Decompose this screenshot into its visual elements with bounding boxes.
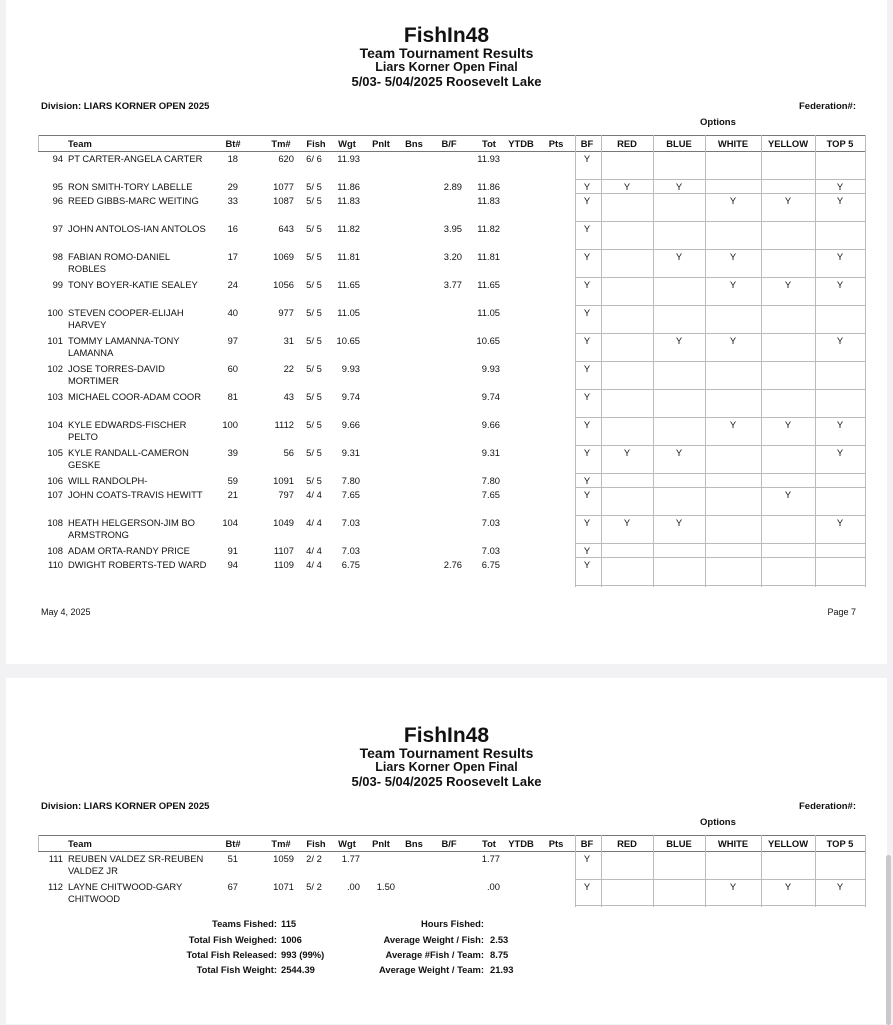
- cell-place: 99: [52, 279, 63, 290]
- cell-tot: 9.74: [481, 391, 500, 402]
- cell-wgt: 7.80: [341, 475, 360, 486]
- cell-tot: 11.05: [477, 307, 500, 318]
- row-divider: [575, 389, 865, 390]
- cell-place: 103: [47, 391, 63, 402]
- cell-tm: 1107: [273, 545, 294, 556]
- cell-place: 111: [48, 853, 63, 864]
- cell-yellow: Y: [784, 881, 792, 892]
- table-header-line: [38, 851, 865, 852]
- row-divider: [575, 515, 865, 516]
- cell-bt: 104: [222, 517, 238, 528]
- report-title: Team Tournament Results: [359, 745, 534, 761]
- cell-red: Y: [623, 447, 631, 458]
- cell-tot: 11.83: [477, 195, 500, 206]
- cell-pnlt: 1.50: [376, 881, 395, 892]
- cell-tm: 1059: [273, 853, 294, 864]
- cell-team: TONY BOYER-KATIE SEALEY: [68, 279, 198, 290]
- cell-bfc: Y: [583, 517, 591, 528]
- cell-tm: 1056: [273, 279, 294, 290]
- column-divider: [575, 835, 576, 907]
- column-header-tot: Tot: [482, 138, 496, 149]
- summary-label: Average Weight / Fish:: [383, 934, 484, 945]
- summary-label: Teams Fished:: [212, 918, 277, 929]
- cell-tm: 22: [283, 363, 294, 374]
- cell-tm: 1049: [273, 517, 294, 528]
- column-header-wgt: Wgt: [338, 138, 356, 149]
- cell-yellow: Y: [784, 419, 792, 430]
- brand-title: FishIn48: [403, 724, 490, 747]
- cell-wgt: 11.93: [337, 153, 360, 164]
- column-header-tm: Tm#: [271, 838, 291, 849]
- cell-red: Y: [623, 181, 631, 192]
- scrollbar-thumb[interactable]: [886, 855, 891, 1025]
- report-page-7: [6, 0, 887, 664]
- cell-place: 105: [47, 447, 63, 458]
- cell-bfc: Y: [583, 475, 591, 486]
- cell-place: 108: [47, 517, 63, 528]
- column-divider: [705, 835, 706, 907]
- cell-tm: 1109: [273, 559, 294, 570]
- cell-fish: 4/ 4: [306, 489, 322, 500]
- row-divider: [575, 221, 865, 222]
- cell-tot: 7.03: [481, 545, 500, 556]
- cell-wgt: 11.65: [337, 279, 360, 290]
- summary-value: 115: [281, 918, 297, 929]
- cell-fish: 5/ 5: [306, 335, 322, 346]
- cell-tot: 11.82: [477, 223, 500, 234]
- cell-bt: 51: [227, 853, 238, 864]
- division-label: Division: LIARS KORNER OPEN 2025: [41, 801, 210, 812]
- report-title: Team Tournament Results: [359, 45, 534, 61]
- cell-bt: 97: [227, 335, 238, 346]
- cell-fish: 5/ 5: [306, 307, 322, 318]
- cell-wgt: 11.82: [337, 223, 360, 234]
- cell-tm: 1077: [273, 181, 294, 192]
- cell-team: DWIGHT ROBERTS-TED WARD: [68, 559, 207, 570]
- summary-value: 993 (99%): [281, 949, 325, 960]
- column-header-white: WHITE: [717, 838, 749, 849]
- column-header-bns: Bns: [405, 138, 423, 149]
- column-divider: [815, 135, 816, 587]
- cell-bt: 91: [227, 545, 238, 556]
- cell-yellow: Y: [784, 195, 792, 206]
- cell-tm: 797: [278, 489, 294, 500]
- summary-label: Hours Fished:: [420, 918, 484, 929]
- column-header-bf: B/F: [441, 138, 457, 149]
- cell-team: FABIAN ROMO-DANIEL ROBLES: [68, 251, 170, 274]
- column-header-bfc: BF: [580, 838, 594, 849]
- summary-label: Total Fish Weighed:: [188, 934, 277, 945]
- cell-bfc: Y: [583, 419, 591, 430]
- cell-bfc: Y: [583, 181, 591, 192]
- cell-tot: 9.93: [481, 363, 500, 374]
- cell-bfc: Y: [583, 153, 591, 164]
- options-label: Options: [700, 117, 736, 128]
- summary-block: [6, 918, 887, 978]
- column-divider: [653, 135, 654, 587]
- column-divider: [761, 835, 762, 907]
- row-divider: [575, 305, 865, 306]
- cell-yellow: Y: [784, 279, 792, 290]
- cell-bt: 100: [222, 419, 238, 430]
- cell-wgt: 9.66: [341, 419, 360, 430]
- cell-top5: Y: [836, 517, 844, 528]
- cell-bf: 2.89: [443, 181, 462, 192]
- cell-blue: Y: [675, 335, 683, 346]
- cell-place: 110: [48, 559, 63, 570]
- cell-wgt: 7.03: [341, 545, 360, 556]
- column-divider: [865, 135, 866, 587]
- table-left-line: [38, 835, 39, 851]
- cell-bt: 39: [227, 447, 238, 458]
- column-header-red: RED: [617, 138, 637, 149]
- cell-white: Y: [729, 279, 737, 290]
- cell-fish: 5/ 2: [306, 881, 322, 892]
- cell-team: JOHN COATS-TRAVIS HEWITT: [68, 489, 203, 500]
- cell-tot: 11.65: [477, 279, 500, 290]
- cell-bfc: Y: [583, 335, 591, 346]
- summary-label: Total Fish Weight:: [196, 964, 277, 975]
- cell-team: REED GIBBS-MARC WEITING: [68, 195, 199, 206]
- cell-fish: 2/ 2: [306, 853, 322, 864]
- cell-bfc: Y: [583, 279, 591, 290]
- options-label: Options: [700, 817, 736, 828]
- cell-tm: 31: [283, 335, 294, 346]
- cell-bf: 2.76: [443, 559, 462, 570]
- cell-fish: 5/ 5: [306, 475, 322, 486]
- event-name: Liars Korner Open Final: [375, 760, 518, 774]
- cell-yellow: Y: [784, 489, 792, 500]
- cell-bt: 33: [227, 195, 238, 206]
- cell-fish: 6/ 6: [306, 153, 322, 164]
- column-header-ytdb: YTDB: [508, 838, 534, 849]
- cell-bt: 16: [227, 223, 238, 234]
- cell-tm: 1112: [274, 419, 294, 430]
- cell-wgt: 11.83: [337, 195, 360, 206]
- cell-bt: 59: [227, 475, 238, 486]
- row-divider: [575, 249, 865, 250]
- cell-tm: 1069: [273, 251, 294, 262]
- cell-wgt: 7.03: [341, 517, 360, 528]
- cell-wgt: 9.74: [341, 391, 360, 402]
- cell-red: Y: [623, 517, 631, 528]
- row-divider: [575, 487, 865, 488]
- cell-white: Y: [729, 195, 737, 206]
- row-divider: [575, 361, 865, 362]
- cell-tot: 1.77: [481, 853, 500, 864]
- row-divider: [575, 543, 865, 544]
- column-header-team: Team: [68, 138, 92, 149]
- cell-bfc: Y: [583, 391, 591, 402]
- cell-tot: 10.65: [476, 335, 500, 346]
- cell-top5: Y: [836, 181, 844, 192]
- cell-team: WILL RANDOLPH-: [68, 475, 148, 486]
- row-divider: [575, 417, 865, 418]
- cell-team: LAYNE CHITWOOD-GARY CHITWOOD: [68, 881, 183, 904]
- cell-tot: 6.75: [481, 559, 500, 570]
- cell-team: MICHAEL COOR-ADAM COOR: [68, 391, 201, 402]
- column-header-top5: TOP 5: [826, 138, 854, 149]
- cell-blue: Y: [675, 447, 683, 458]
- cell-wgt: .00: [346, 881, 360, 892]
- cell-tot: 11.93: [477, 153, 500, 164]
- cell-fish: 5/ 5: [306, 181, 322, 192]
- cell-team: TOMMY LAMANNA-TONY LAMANNA: [68, 335, 180, 358]
- column-header-team: Team: [68, 838, 92, 849]
- table-left-line: [38, 135, 39, 151]
- cell-fish: 5/ 5: [306, 419, 322, 430]
- cell-tm: 1087: [273, 195, 294, 206]
- cell-bt: 40: [227, 307, 238, 318]
- cell-bt: 18: [227, 153, 238, 164]
- results-table: [38, 135, 865, 585]
- cell-place: 94: [52, 153, 63, 164]
- column-header-white: WHITE: [717, 138, 749, 149]
- cell-team: REUBEN VALDEZ SR-REUBEN VALDEZ JR: [68, 853, 204, 876]
- column-header-pts: Pts: [548, 138, 564, 149]
- cell-bfc: Y: [583, 251, 591, 262]
- cell-fish: 5/ 5: [306, 391, 322, 402]
- brand-title: FishIn48: [403, 24, 490, 47]
- cell-top5: Y: [836, 279, 844, 290]
- cell-top5: Y: [836, 419, 844, 430]
- cell-wgt: 6.75: [341, 559, 360, 570]
- column-header-wgt: Wgt: [338, 838, 356, 849]
- cell-fish: 5/ 5: [306, 251, 322, 262]
- cell-top5: Y: [836, 447, 844, 458]
- column-divider: [865, 835, 866, 907]
- table-top-line: [38, 835, 865, 836]
- row-divider: [575, 585, 865, 586]
- row-divider: [575, 179, 865, 180]
- cell-team: KYLE RANDALL-CAMERON GESKE: [68, 447, 189, 470]
- cell-bfc: Y: [583, 559, 591, 570]
- column-header-blue: BLUE: [666, 138, 692, 149]
- column-header-pts: Pts: [548, 838, 564, 849]
- cell-bt: 67: [227, 881, 238, 892]
- cell-team: JOHN ANTOLOS-IAN ANTOLOS: [68, 223, 206, 234]
- cell-wgt: 10.65: [336, 335, 360, 346]
- column-header-fish: Fish: [306, 838, 326, 849]
- cell-fish: 4/ 4: [306, 545, 322, 556]
- row-divider: [575, 445, 865, 446]
- cell-bfc: Y: [583, 545, 591, 556]
- cell-tm: 1091: [273, 475, 294, 486]
- cell-tm: 56: [283, 447, 294, 458]
- cell-tot: 7.80: [481, 475, 500, 486]
- cell-white: Y: [729, 251, 737, 262]
- cell-white: Y: [729, 881, 737, 892]
- cell-wgt: 9.31: [341, 447, 360, 458]
- cell-wgt: 9.93: [341, 363, 360, 374]
- cell-team: ADAM ORTA-RANDY PRICE: [68, 545, 190, 556]
- column-divider: [815, 835, 816, 907]
- cell-white: Y: [729, 419, 737, 430]
- cell-bfc: Y: [583, 223, 591, 234]
- column-header-yellow: YELLOW: [767, 838, 809, 849]
- event-dates: 5/03- 5/04/2025 Roosevelt Lake: [351, 774, 542, 789]
- cell-tot: 7.03: [481, 517, 500, 528]
- column-header-bfc: BF: [580, 138, 594, 149]
- cell-place: 96: [52, 195, 63, 206]
- cell-team: RON SMITH-TORY LABELLE: [68, 181, 193, 192]
- cell-tm: 977: [278, 307, 294, 318]
- cell-blue: Y: [675, 517, 683, 528]
- cell-place: 102: [47, 363, 63, 374]
- row-divider: [575, 193, 865, 194]
- cell-fish: 5/ 5: [306, 279, 322, 290]
- cell-wgt: 11.86: [337, 181, 360, 192]
- cell-bf: 3.77: [443, 279, 462, 290]
- cell-white: Y: [729, 335, 737, 346]
- cell-place: 97: [52, 223, 63, 234]
- column-header-fish: Fish: [306, 138, 326, 149]
- cell-bfc: Y: [583, 307, 591, 318]
- cell-bt: 29: [227, 181, 238, 192]
- row-divider: [575, 473, 865, 474]
- cell-tm: 643: [278, 223, 294, 234]
- cell-fish: 5/ 5: [306, 195, 322, 206]
- table-header-line: [38, 151, 865, 152]
- cell-team: PT CARTER-ANGELA CARTER: [68, 153, 203, 164]
- cell-tot: 7.65: [481, 489, 500, 500]
- cell-bfc: Y: [583, 195, 591, 206]
- cell-bfc: Y: [583, 853, 591, 864]
- cell-fish: 4/ 4: [306, 517, 322, 528]
- cell-team: JOSE TORRES-DAVID MORTIMER: [68, 363, 165, 386]
- row-divider: [575, 277, 865, 278]
- column-divider: [705, 135, 706, 587]
- cell-place: 108: [47, 545, 63, 556]
- cell-place: 101: [47, 335, 63, 346]
- cell-bt: 17: [227, 251, 238, 262]
- cell-place: 100: [47, 307, 63, 318]
- column-divider: [575, 135, 576, 587]
- column-header-bt: Bt#: [225, 138, 241, 149]
- division-label: Division: LIARS KORNER OPEN 2025: [41, 101, 210, 112]
- cell-tm: 1071: [273, 881, 294, 892]
- cell-place: 112: [48, 881, 63, 892]
- federation-label: Federation#:: [798, 801, 856, 812]
- cell-bfc: Y: [583, 447, 591, 458]
- table-top-line: [38, 135, 865, 136]
- column-header-ytdb: YTDB: [508, 138, 534, 149]
- column-divider: [601, 135, 602, 587]
- row-divider: [575, 333, 865, 334]
- cell-top5: Y: [836, 195, 844, 206]
- cell-top5: Y: [836, 881, 844, 892]
- cell-bt: 60: [227, 363, 238, 374]
- cell-blue: Y: [675, 181, 683, 192]
- cell-bt: 21: [227, 489, 238, 500]
- cell-wgt: 7.65: [341, 489, 360, 500]
- summary-value: 21.93: [490, 964, 514, 975]
- cell-blue: Y: [675, 251, 683, 262]
- cell-wgt: 11.05: [337, 307, 360, 318]
- column-divider: [761, 135, 762, 587]
- cell-team: STEVEN COOPER-ELIJAH HARVEY: [68, 307, 184, 330]
- cell-fish: 5/ 5: [306, 363, 322, 374]
- footer-date: May 4, 2025: [41, 607, 91, 617]
- row-divider: [575, 557, 865, 558]
- cell-tot: 9.31: [481, 447, 500, 458]
- row-divider: [575, 905, 865, 906]
- event-name: Liars Korner Open Final: [375, 60, 518, 74]
- cell-top5: Y: [836, 251, 844, 262]
- cell-bt: 94: [227, 559, 238, 570]
- cell-tm: 620: [278, 153, 294, 164]
- cell-place: 95: [52, 181, 63, 192]
- cell-top5: Y: [836, 335, 844, 346]
- summary-value: 1006: [281, 934, 302, 945]
- column-header-red: RED: [617, 838, 637, 849]
- column-header-bns: Bns: [405, 838, 423, 849]
- cell-place: 107: [47, 489, 63, 500]
- cell-tm: 43: [283, 391, 294, 402]
- cell-bf: 3.20: [443, 251, 462, 262]
- summary-value: 2.53: [490, 934, 509, 945]
- cell-fish: 4/ 4: [306, 559, 322, 570]
- summary-label: Total Fish Released:: [186, 949, 277, 960]
- row-divider: [575, 879, 865, 880]
- cell-fish: 5/ 5: [306, 447, 322, 458]
- cell-bfc: Y: [583, 489, 591, 500]
- column-header-bf: B/F: [441, 838, 457, 849]
- cell-bf: 3.95: [443, 223, 462, 234]
- column-header-tot: Tot: [482, 838, 496, 849]
- cell-team: HEATH HELGERSON-JIM BO ARMSTRONG: [68, 517, 195, 540]
- column-divider: [601, 835, 602, 907]
- cell-bfc: Y: [583, 881, 591, 892]
- column-divider: [653, 835, 654, 907]
- cell-bfc: Y: [583, 363, 591, 374]
- column-header-tm: Tm#: [271, 138, 291, 149]
- event-dates: 5/03- 5/04/2025 Roosevelt Lake: [351, 74, 542, 89]
- column-header-top5: TOP 5: [826, 838, 854, 849]
- cell-bt: 24: [227, 279, 238, 290]
- footer-page: Page 7: [827, 607, 856, 617]
- summary-value: 2544.39: [281, 964, 315, 975]
- cell-place: 98: [52, 251, 63, 262]
- report-page-8: [6, 678, 887, 1024]
- summary-label: Average Weight / Team:: [378, 964, 484, 975]
- cell-wgt: 11.81: [337, 251, 360, 262]
- results-table: [38, 835, 865, 907]
- cell-fish: 5/ 5: [306, 223, 322, 234]
- column-header-blue: BLUE: [666, 838, 692, 849]
- cell-tot: 11.81: [477, 251, 500, 262]
- summary-value: 8.75: [490, 949, 509, 960]
- cell-wgt: 1.77: [341, 853, 360, 864]
- cell-tot: .00: [486, 881, 500, 892]
- cell-tot: 11.86: [477, 181, 500, 192]
- cell-tot: 9.66: [481, 419, 500, 430]
- cell-place: 104: [47, 419, 63, 430]
- cell-bt: 81: [227, 391, 238, 402]
- column-header-yellow: YELLOW: [767, 138, 809, 149]
- column-header-pnlt: Pnlt: [372, 838, 390, 849]
- federation-label: Federation#:: [798, 101, 856, 112]
- column-header-pnlt: Pnlt: [372, 138, 390, 149]
- cell-place: 106: [47, 475, 63, 486]
- summary-label: Average #Fish / Team:: [385, 949, 484, 960]
- cell-team: KYLE EDWARDS-FISCHER PELTO: [68, 419, 187, 442]
- column-header-bt: Bt#: [225, 838, 241, 849]
